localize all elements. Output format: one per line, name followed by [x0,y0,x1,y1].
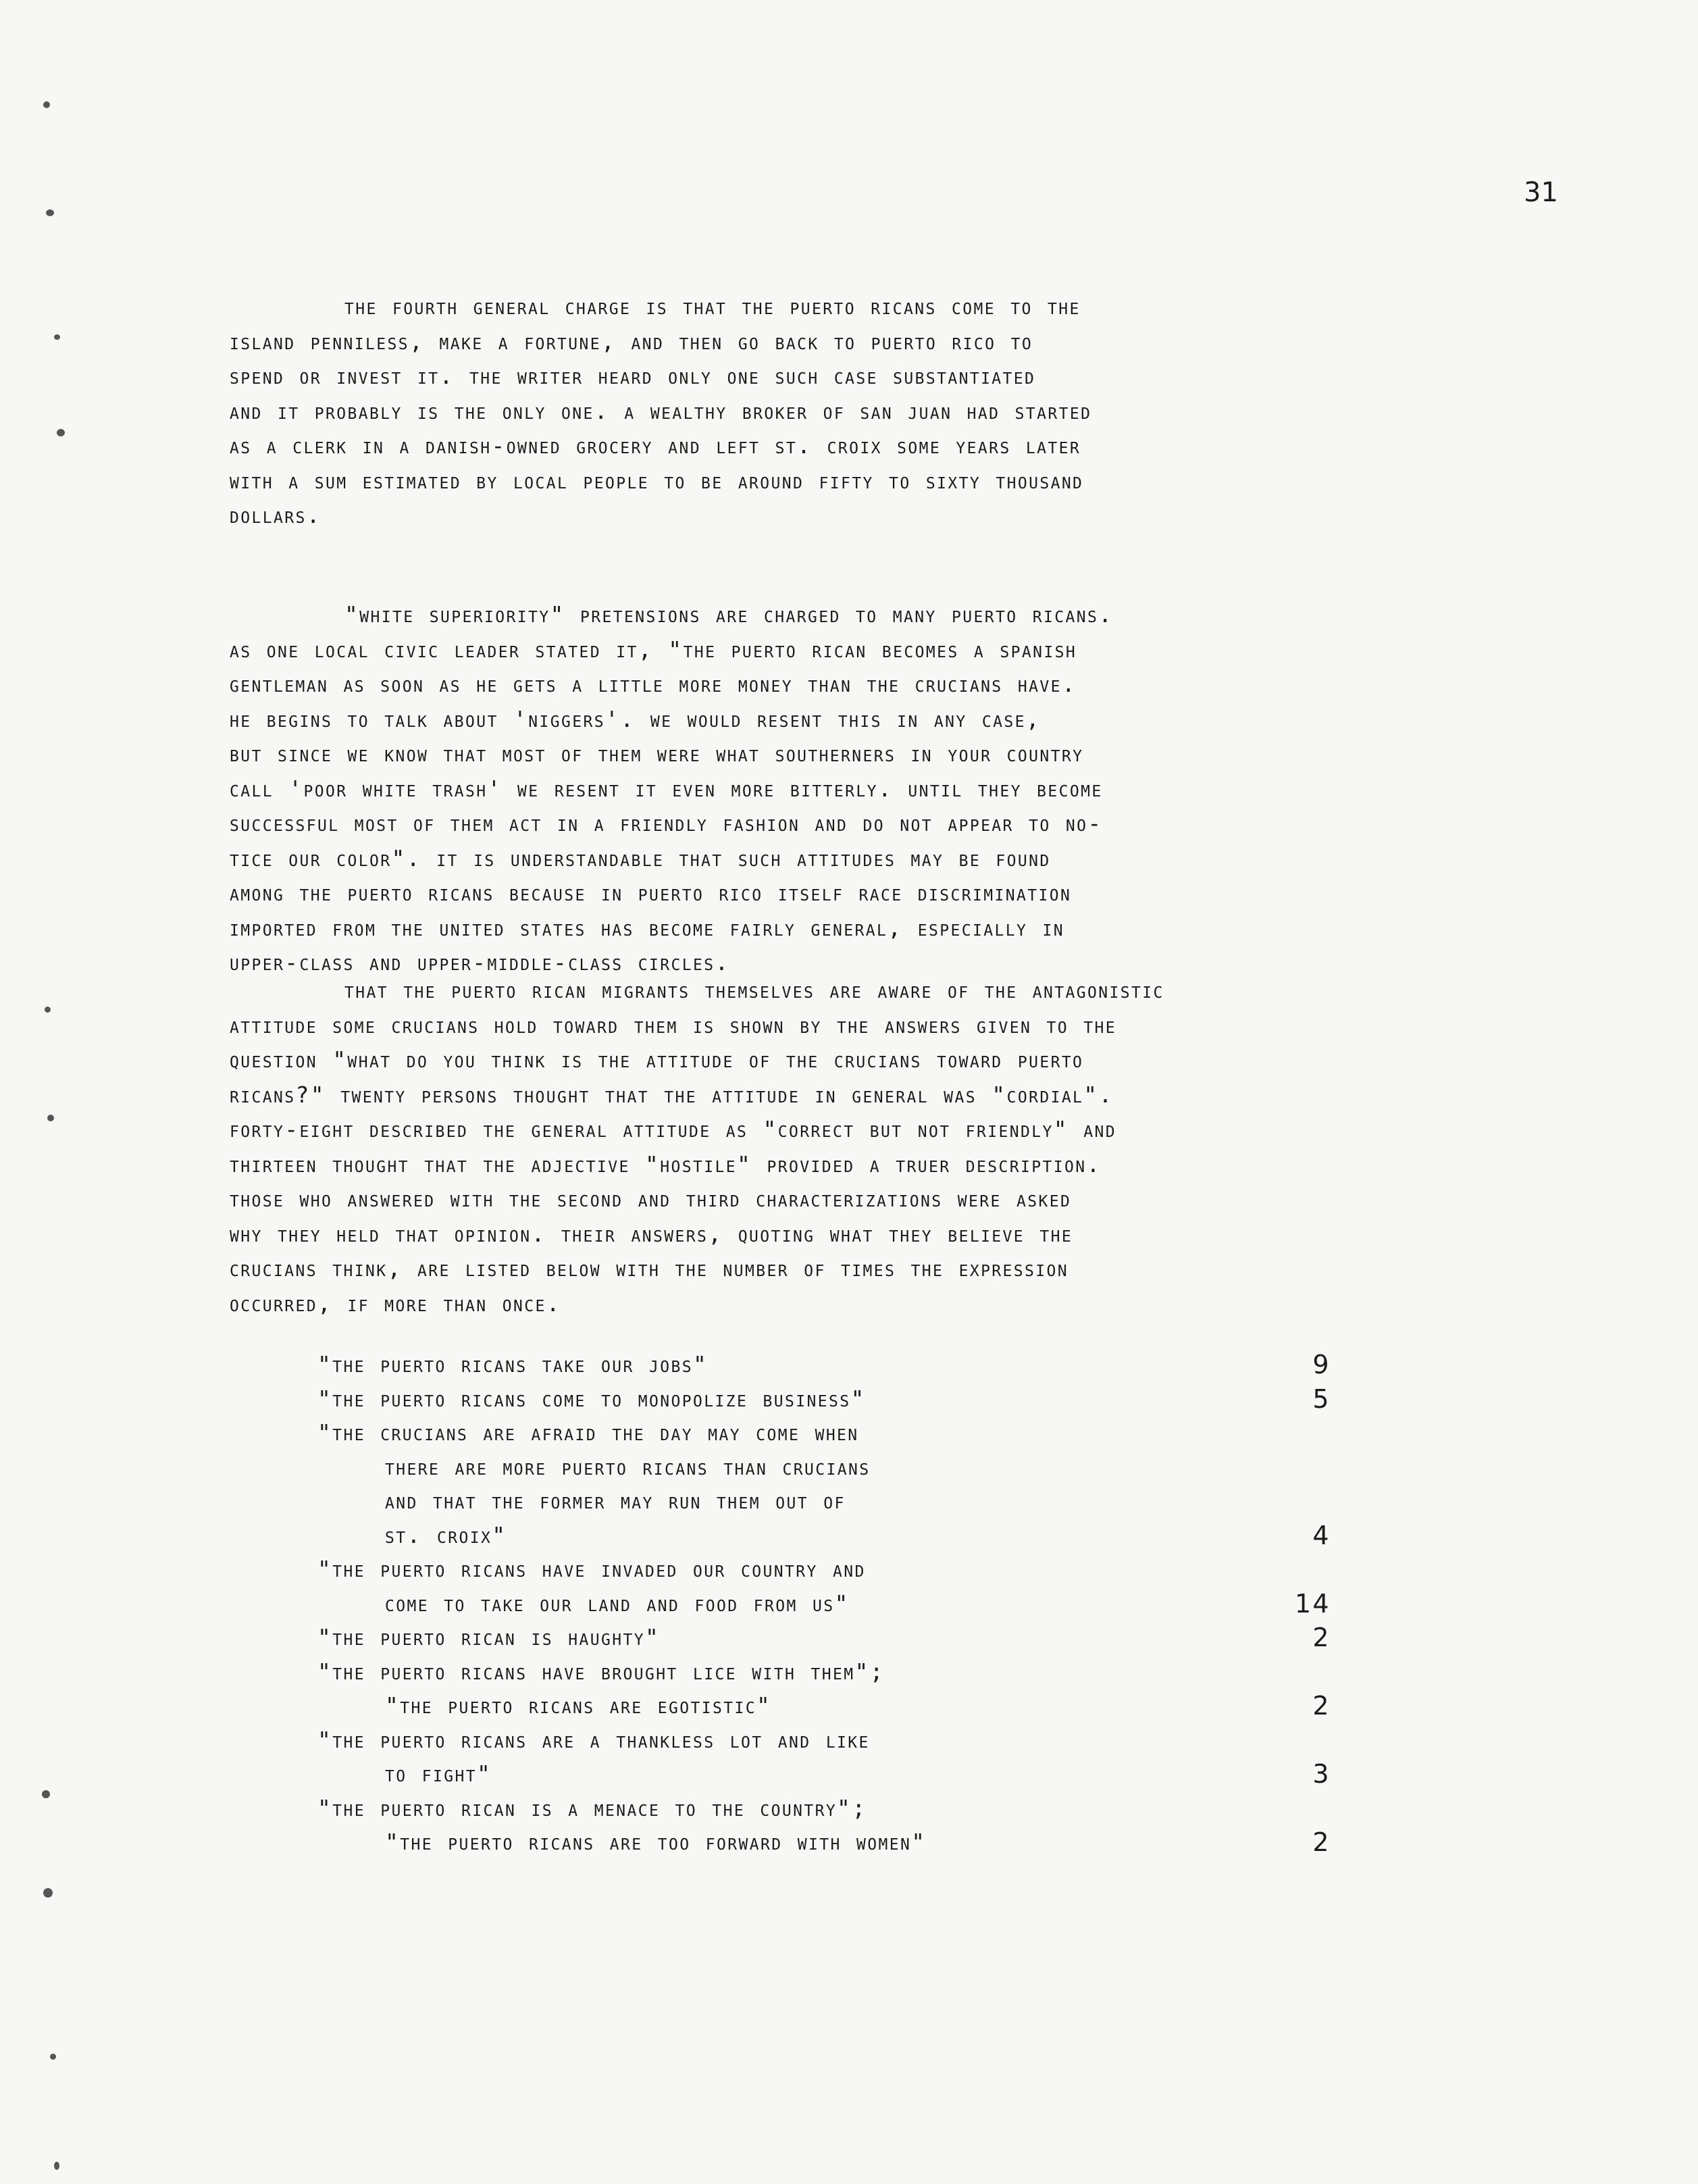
quote-item [317,1621,1331,1655]
text-line: gentleman as soon as he gets a little more money than the crucians have. [230,671,1077,697]
text-line: "white superiority" pretensions are charged to many puerto ricans. [344,601,1114,628]
text-line: with a sum estimated by local people to be around fifty to sixty thousand [230,467,1084,494]
quote-line: "the puerto ricans are egotistic" [385,1692,772,1719]
scan-speck [57,429,65,436]
quote-line: "the puerto ricans are too forward with women" [385,1829,927,1855]
text-line: but since we know that most of them were what southerners in your country [230,740,1084,767]
text-line: upper-class and upper-middle-class circles. [230,949,730,975]
quote-count: 2 [1312,1827,1331,1857]
quote-item [317,1655,1331,1723]
page-number: 31 [1524,177,1558,208]
quote-line: "the puerto rican is a menace to the country"; [317,1794,867,1821]
text-line: crucians think, are listed below with the number of times the expression [230,1255,1069,1281]
paragraph-migrants-aware [230,973,1540,1321]
text-line: thirteen thought that the adjective "hostile" provided a truer description. [230,1150,1102,1177]
quote-item [317,1382,1331,1417]
text-line: why they held that opinion. their answers, quoting what they believe the [230,1220,1073,1247]
scan-speck [54,2162,59,2170]
text-line: island penniless, make a fortune, and then go back to puerto rico to [230,328,1033,355]
scan-speck [50,2054,56,2060]
text-line: forty-eight described the general attitude as "correct but not friendly" and [230,1116,1117,1142]
quote-line: "the puerto ricans are a thankless lot and like [317,1726,870,1753]
text-line: spend or invest it. the writer heard only one such case substantiated [230,363,1036,389]
quote-item [317,1792,1331,1860]
quote-line: "the puerto ricans come to monopolize business" [317,1385,866,1412]
quote-count: 3 [1312,1759,1331,1789]
quote-line: and that the former may run them out of [385,1488,846,1514]
scan-speck [43,1888,53,1898]
quote-line: there are more puerto ricans than crucians [385,1453,871,1480]
scan-speck [46,209,54,216]
quote-item [317,1552,1331,1621]
quote-item [317,1348,1331,1382]
quote-line: "the puerto ricans take our jobs" [317,1351,709,1377]
text-line: imported from the united states has become fairly general, especially in [230,914,1065,941]
text-line: he begins to talk about 'niggers'. we would resent this in any case, [230,705,1041,732]
scan-speck [43,101,50,108]
quote-line: come to take our land and food from us" [385,1590,850,1617]
quote-count: 2 [1312,1691,1331,1721]
text-line: question "what do you think is the attitude of the crucians toward puerto [230,1046,1084,1073]
text-line: call 'poor white trash' we resent it even more bitterly. until they become [230,775,1103,802]
text-line: as a clerk in a danish-owned grocery and left st. croix some years later [230,432,1081,459]
text-line: as one local civic leader stated it, "the puerto rican becomes a spanish [230,636,1077,663]
paragraph-white-superiority [230,597,1540,980]
scan-speck [47,1115,54,1121]
scan-speck [45,1007,51,1013]
text-line: among the puerto ricans because in puerto rico itself race discrimination [230,880,1072,906]
quote-line: "the puerto ricans have brought lice with them"; [317,1658,885,1685]
quote-count: 9 [1312,1350,1331,1379]
text-line: that the puerto rican migrants themselves are aware of the antagonistic [344,977,1164,1003]
quote-line: "the puerto ricans have invaded our country and [317,1556,866,1582]
text-line: tice our color". it is understandable that such attitudes may be found [230,844,1051,871]
quote-item [317,1416,1331,1552]
quote-count: 4 [1312,1520,1331,1550]
text-line: dollars. [230,502,321,528]
text-line: those who answered with the second and third characterizations were asked [230,1186,1072,1212]
text-line: and it probably is the only one. a wealthy broker of san juan had started [230,397,1092,424]
quote-line: st. croix" [385,1521,507,1548]
text-line: attitude some crucians hold toward them is shown by the answers given to the [230,1011,1117,1038]
quote-count: 2 [1312,1623,1331,1652]
quote-item [317,1723,1331,1792]
quote-count: 5 [1312,1383,1331,1414]
text-line: successful most of them act in a friendly fashion and do not appear to no- [230,810,1103,836]
quote-list [317,1348,1331,1860]
text-line: the fourth general charge is that the puerto ricans come to the [344,293,1081,320]
paragraph-fourth-charge [230,289,1540,533]
scan-speck [42,1790,50,1798]
scan-speck [54,334,60,340]
quote-line: "the puerto rican is haughty" [317,1624,661,1650]
quote-count: 14 [1294,1588,1331,1619]
quote-line: to fight" [385,1760,492,1787]
text-line: occurred, if more than once. [230,1290,562,1317]
quote-line: "the crucians are afraid the day may come when [317,1419,859,1446]
text-line: ricans?" twenty persons thought that the attitude in general was "cordial". [230,1081,1114,1108]
